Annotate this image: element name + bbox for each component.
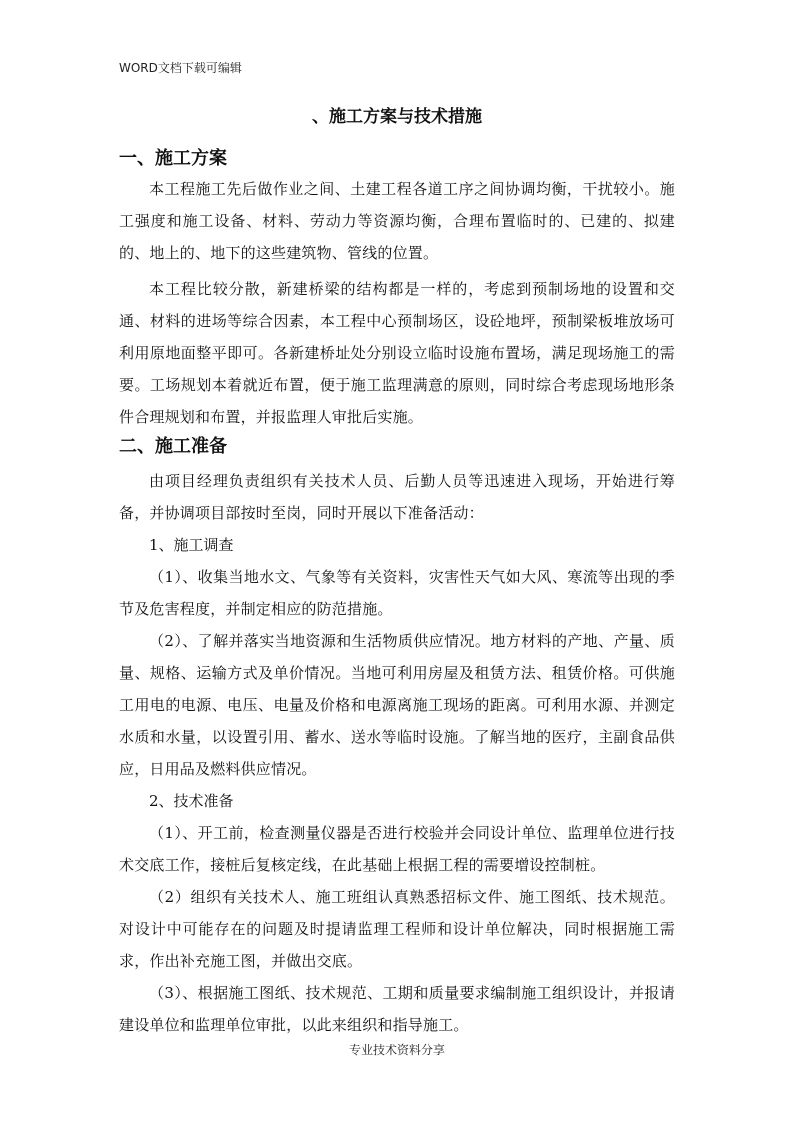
list-item: （1）、收集当地水文、气象等有关资料，灾害性天气如大风、寒流等出现的季节及危害程度，并制定相应的防范措施。 bbox=[119, 568, 675, 618]
list-item: （1）、开工前，检查测量仪器是否进行校验并会同设计单位、监理单位进行技术交底工作，接桩后复核定线，在此基础上根据工程的需要增设控制桩。 bbox=[119, 824, 675, 874]
paragraph: 由项目经理负责组织有关技术人员、后勤人员等迅速进入现场，开始进行筹备，并协调项目部按时至岗，同时开展以下准备活动： bbox=[119, 472, 675, 522]
list-item: （2）、了解并落实当地资源和生活物质供应情况。地方材料的产地、产量、质量、规格、运输方式及单价情况。当地可利用房屋及租赁方法、租赁价格。可供施工用电的电源、电压、电量及价格和电源离施工现场的距离。可利用水源、并测定水质和水量，以设置引用、蓄水、送水等临时设施。了解当地的医疗，主副食品供应，日用品及燃料供应情况。 bbox=[119, 632, 675, 778]
section-heading: 二、施工准备 bbox=[119, 436, 227, 457]
list-item: （2）组织有关技术人、施工班组认真熟悉招标文件、施工图纸、技术规范。对设计中可能存在的问题及时提请监理工程师和设计单位解决，同时根据施工需求，作出补充施工图，并做出交底。 bbox=[119, 888, 675, 970]
section-construction-preparation bbox=[119, 433, 675, 1041]
section-construction-plan bbox=[119, 145, 675, 433]
section-heading: 一、施工方案 bbox=[119, 148, 227, 169]
paragraph: 本工程比较分散，新建桥梁的结构都是一样的，考虑到预制场地的设置和交通、材料的进场等综合因素，本工程中心预制场区，设砼地坪，预制梁板堆放场可利用原地面整平即可。各新建桥址处分别设立临时设施布置场，满足现场施工的需要。工场规划本着就近布置，便于施工监理满意的原则，同时综合考虑现场地形条件合理规划和布置，并报监理人审批后实施。 bbox=[119, 280, 675, 426]
document-title: 、施工方案与技术措施 bbox=[312, 107, 482, 127]
document-body bbox=[119, 145, 675, 1041]
footer-note: 专业技术资料分享 bbox=[348, 1043, 445, 1057]
subheading-survey: 1、施工调查 bbox=[149, 536, 234, 554]
paragraph: 本工程施工先后做作业之间、土建工程各道工序之间协调均衡，干扰较小。施工强度和施工设备、材料、劳动力等资源均衡，合理布置临时的、已建的、拟建的、地上的、地下的这些建筑物、管线的位置。 bbox=[119, 180, 675, 262]
subheading-technical: 2、技术准备 bbox=[149, 792, 234, 810]
header-note: WORD文档下载可编辑 bbox=[119, 61, 242, 75]
list-item: （3）、根据施工图纸、技术规范、工期和质量要求编制施工组织设计，并报请建设单位和监理单位审批，以此来组织和指导施工。 bbox=[119, 984, 675, 1034]
